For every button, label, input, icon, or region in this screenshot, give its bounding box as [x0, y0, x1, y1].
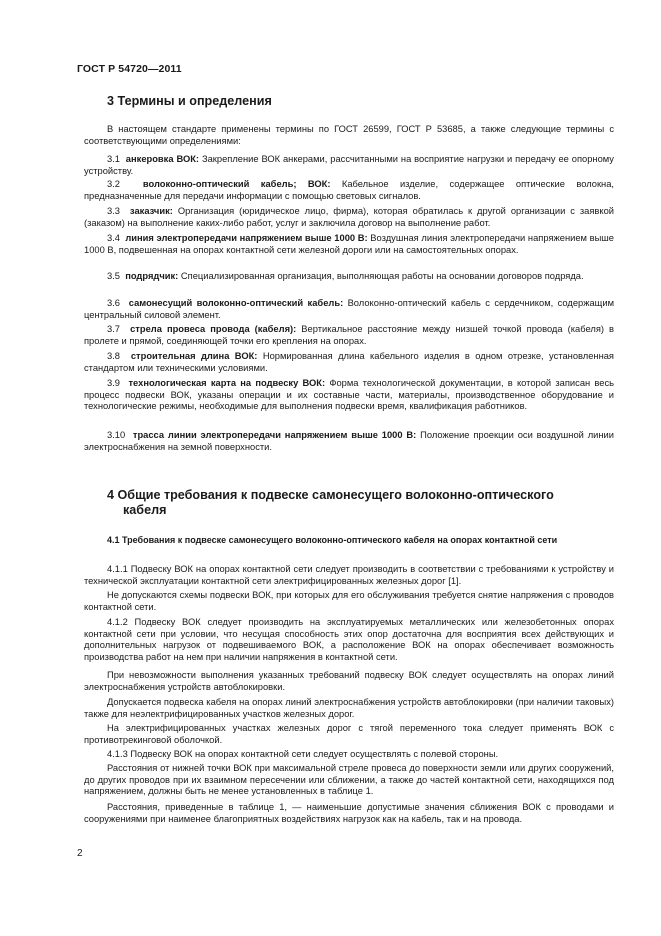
term-3-4: 3.4 линия электропередачи напряжением выше 1000 В: Воздушная линия электропередачи напряжением выше 1000 В, подвешенная на опорах контактной сети железной дороги или на самостоятельных опорах. — [84, 233, 614, 255]
page-number: 2 — [77, 848, 83, 859]
para-4-1-3-c: Расстояния, приведенные в таблице 1, — наименьшие допустимые значения сближения ВОК с проводами и сооружениями при наименее благоприятных воздействиях нагрузок как на кабель, так и на провода. — [84, 802, 614, 824]
para-4-1-3-b: Расстояния от нижней точки ВОК при максимальной стреле провеса до поверхности земли или других сооружений, до других проводов при их взаимном пересечении или сближении, а также до частей контактной сети, находящихся под напряжением, должны быть не менее установленных в таблице 1. — [84, 763, 614, 797]
para-4-1-3: 4.1.3 Подвеску ВОК на опорах контактной сети следует осуществлять с полевой стороны. — [107, 749, 499, 759]
document-header: ГОСТ Р 54720—2011 — [77, 63, 182, 75]
term-3-2: 3.2 волоконно-оптический кабель; ВОК: Кабельное изделие, содержащее оптические волокна, предназначенные для передачи информации с помощью световых сигналов. — [84, 179, 614, 201]
term-3-7: 3.7 стрела провеса провода (кабеля): Вертикальное расстояние между низшей точкой провода (кабеля) в пролете и прямой, соединяющей точки его крепления на опорах. — [84, 324, 614, 346]
para-4-1-2-b: При невозможности выполнения указанных требований подвеску ВОК следует осуществлять на опорах линий электроснабжения устройств автоблокировки. — [84, 670, 614, 692]
para-4-1-2-c: Допускается подвеска кабеля на опорах линий электроснабжения устройств автоблокировки (при наличии таковых) также для неэлектрифицированных участков железных дорог. — [84, 697, 614, 719]
section-4-title-line-2: кабеля — [123, 503, 167, 517]
term-3-6: 3.6 самонесущий волоконно-оптический кабель: Волоконно-оптический кабель с сердечником, содержащим центральный силовой элемент. — [84, 298, 614, 320]
term-3-10: 3.10 трасса линии электропередачи напряжением выше 1000 В: Положение проекции оси воздушной линии электроснабжения на земной поверхности. — [84, 430, 614, 452]
term-3-8: 3.8 строительная длина ВОК: Нормированная длина кабельного изделия в одном отрезке, установленная стандартом или техническими условиями. — [84, 351, 614, 373]
section-3-intro: В настоящем стандарте применены термины по ГОСТ 26599, ГОСТ Р 53685, а также следующие термины с соответствующими определениями: — [84, 124, 614, 146]
term-3-5: 3.5 подрядчик: Специализированная организация, выполняющая работы на основании договоров подряда. — [107, 271, 584, 281]
subsection-4-1-title: 4.1 Требования к подвеске самонесущего волоконно-оптического кабеля на опорах контактной сети — [107, 535, 558, 545]
section-4-title-line-1: 4 Общие требования к подвеске самонесущего волоконно-оптического — [107, 488, 554, 502]
term-3-3: 3.3 заказчик: Организация (юридическое лицо, фирма), которая обратилась к другой организации с заявкой (заказом) на выполнение каких-либо работ, услуг и заключила договор на выполнение работ. — [84, 206, 614, 228]
para-4-1-2-d: На электрифицированных участках железных дорог с тягой переменного тока следует применять ВОК с противотрекинговой оболочкой. — [84, 723, 614, 745]
section-3-title: 3 Термины и определения — [107, 94, 272, 108]
para-4-1-1-b: Не допускаются схемы подвески ВОК, при которых для его обслуживания требуется снятие напряжения с проводов контактной сети. — [84, 590, 614, 612]
para-4-1-1: 4.1.1 Подвеску ВОК на опорах контактной сети следует производить в соответствии с требованиями к устройству и технической эксплуатации контактной сети электрифицированных железных дорог [1]. — [84, 564, 614, 586]
term-3-1: 3.1 анкеровка ВОК: Закрепление ВОК анкерами, рассчитанными на восприятие нагрузки и передачу ее опорному устройству. — [84, 154, 614, 176]
para-4-1-2: 4.1.2 Подвеску ВОК следует производить на эксплуатируемых металлических или железобетонных опорах контактной сети при условии, что несущая способность этих опор достаточна для восприятия всех действующих и дополнительных нагрузок от подвешиваемого ВОК, а расположение ВОК на опорах обеспечивает возможность производства работ на нем при наличии напряжения в контактной сети. — [84, 617, 614, 663]
term-3-9: 3.9 технологическая карта на подвеску ВОК: Форма технологической документации, в которой записан весь процесс подвески ВОК, указаны операции и их составные части, материалы, производственное оборудование и технологические режимы, необходимые для выполнения подвески время, квалификация работников. — [84, 378, 614, 412]
